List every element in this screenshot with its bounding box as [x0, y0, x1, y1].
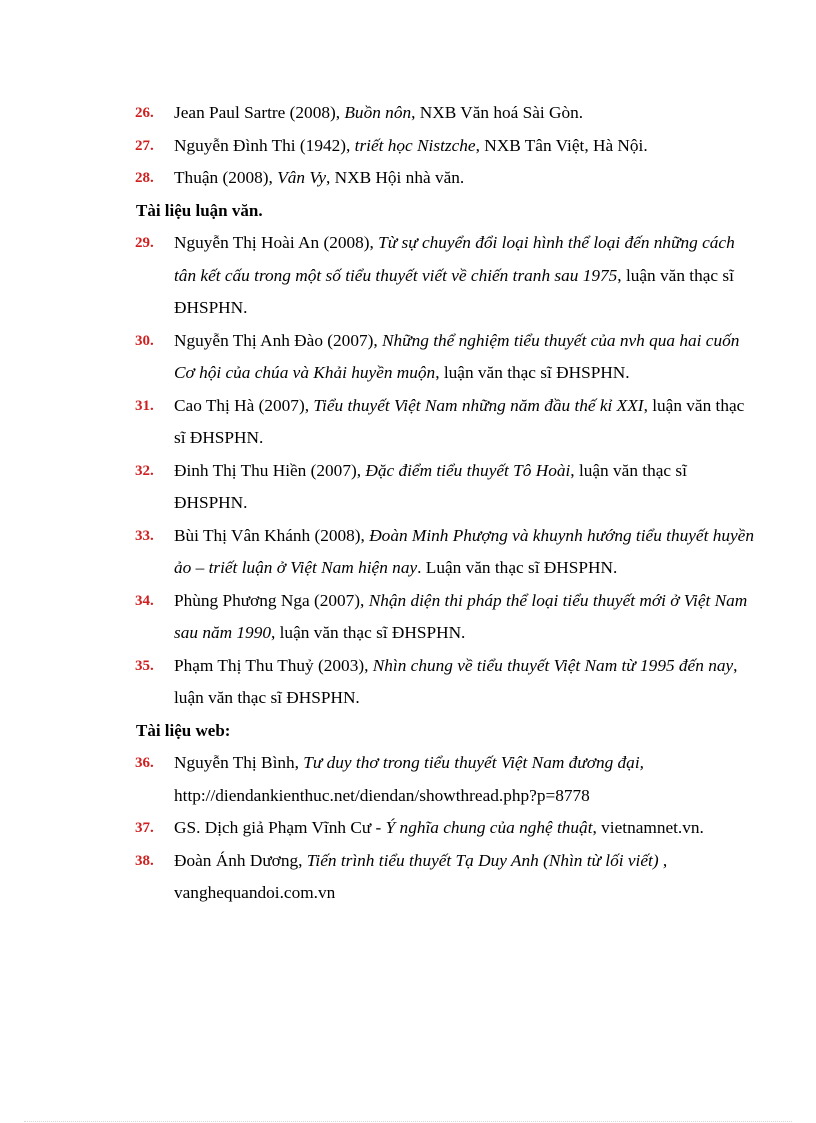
reference-number: 36.: [135, 755, 154, 771]
reference-title: Ý nghĩa chung của nghệ thuật: [385, 818, 593, 837]
page-bottom-divider: [24, 1121, 792, 1122]
reference-title: Đặc điểm tiểu thuyết Tô Hoài: [365, 460, 571, 480]
reference-author: Phạm Thị Thu Thuỷ (2003),: [174, 655, 373, 675]
reference-number: 27.: [135, 137, 154, 154]
reference-entry: [0, 97, 816, 130]
reference-title: Buồn nôn: [344, 103, 412, 122]
reference-details: , luận văn thạc sĩ ĐHSPHN.: [174, 395, 745, 447]
reference-title: Từ sự chuyển đổi loại hình thể loại đến những cách tân kết cấu trong một số tiểu thuyết viết về chiến tranh sau 1975: [174, 233, 735, 285]
reference-entry: [0, 390, 816, 455]
reference-details: , luận văn thạc sĩ ĐHSPHN.: [174, 265, 734, 317]
reference-details: , NXB Hội nhà văn.: [325, 168, 465, 187]
reference-details: , luận văn thạc sĩ ĐHSPHN.: [270, 623, 466, 642]
reference-author: Đoàn Ánh Dương,: [174, 850, 307, 870]
reference-title: Vân Vy: [277, 168, 326, 187]
reference-author: Nguyễn Đình Thi (1942),: [174, 135, 355, 155]
reference-details: , NXB Tân Việt, Hà Nội.: [475, 135, 648, 155]
reference-number: 28.: [135, 170, 154, 186]
reference-number: 32.: [135, 462, 154, 479]
reference-entry: [0, 130, 816, 163]
reference-details: , luận văn thạc sĩ ĐHSPHN.: [435, 363, 630, 382]
reference-url: , vietnamnet.vn.: [592, 818, 704, 837]
reference-author: Đinh Thị Thu Hiền (2007),: [174, 460, 366, 480]
reference-number: 29.: [135, 235, 154, 251]
reference-title: triết học Nistzche: [354, 135, 476, 155]
reference-number: 35.: [135, 657, 154, 674]
reference-entry: [0, 325, 816, 390]
reference-entry: [0, 845, 816, 910]
reference-author: Thuận (2008),: [174, 168, 278, 187]
reference-number: 37.: [135, 820, 154, 836]
reference-number: 33.: [135, 527, 154, 544]
reference-details: , luận văn thạc sĩ ĐHSPHN.: [174, 460, 687, 512]
reference-number: 31.: [135, 397, 154, 414]
reference-author: Bùi Thị Vân Khánh (2008),: [174, 525, 370, 545]
reference-entry: [0, 455, 816, 520]
reference-url: , vanghequandoi.com.vn: [174, 850, 668, 902]
reference-entry: [0, 227, 816, 325]
reference-entry: [0, 162, 816, 195]
reference-number: 38.: [135, 852, 154, 869]
reference-title: Những thể nghiệm tiểu thuyết của nvh qua hai cuốn Cơ hội của chúa và Khải huyền muộn: [174, 330, 740, 382]
reference-number: 30.: [135, 332, 154, 349]
section-heading-web: Tài liệu web:: [136, 720, 231, 740]
reference-author: Cao Thị Hà (2007),: [174, 395, 314, 415]
reference-title: Đoàn Minh Phượng và khuynh hướng tiểu thuyết huyền ảo – triết luận ở Việt Nam hiện nay: [174, 525, 754, 577]
reference-author: Nguyễn Thị Bình,: [174, 753, 304, 772]
reference-number: 34.: [135, 592, 154, 609]
reference-title: Nhận diện thi pháp thể loại tiểu thuyết mới ở Việt Nam sau năm 1990: [174, 590, 748, 642]
reference-url: http://diendankienthuc.net/diendan/showthread.php?p=8778: [174, 785, 590, 805]
reference-entry: [0, 520, 816, 585]
reference-author: GS. Dịch giả Phạm Vĩnh Cư -: [174, 818, 386, 837]
reference-entry: [0, 585, 816, 650]
reference-details: . Luận văn thạc sĩ ĐHSPHN.: [417, 558, 618, 577]
section-heading-thesis: Tài liệu luận văn.: [136, 200, 263, 220]
reference-entry: [0, 747, 816, 812]
reference-title: Tiến trình tiểu thuyết Tạ Duy Anh (Nhìn từ lối viết): [306, 850, 663, 870]
reference-title: Nhìn chung về tiểu thuyết Việt Nam từ 1995 đến nay: [372, 655, 734, 675]
reference-title: Tiểu thuyết Việt Nam những năm đầu thế kỉ XXI: [313, 395, 644, 415]
reference-entry: [0, 650, 816, 715]
reference-details: , luận văn thạc sĩ ĐHSPHN.: [174, 655, 738, 707]
reference-number: 26.: [135, 105, 154, 121]
reference-author: Nguyễn Thị Hoài An (2008),: [174, 233, 379, 252]
reference-author: Phùng Phương Nga (2007),: [174, 590, 369, 610]
reference-title: Tư duy thơ trong tiểu thuyết Việt Nam đương đại,: [303, 753, 644, 772]
reference-author: Jean Paul Sartre (2008),: [174, 103, 345, 122]
reference-details: , NXB Văn hoá Sài Gòn.: [411, 103, 584, 122]
reference-author: Nguyễn Thị Anh Đào (2007),: [174, 330, 382, 350]
reference-entry: [0, 812, 816, 845]
